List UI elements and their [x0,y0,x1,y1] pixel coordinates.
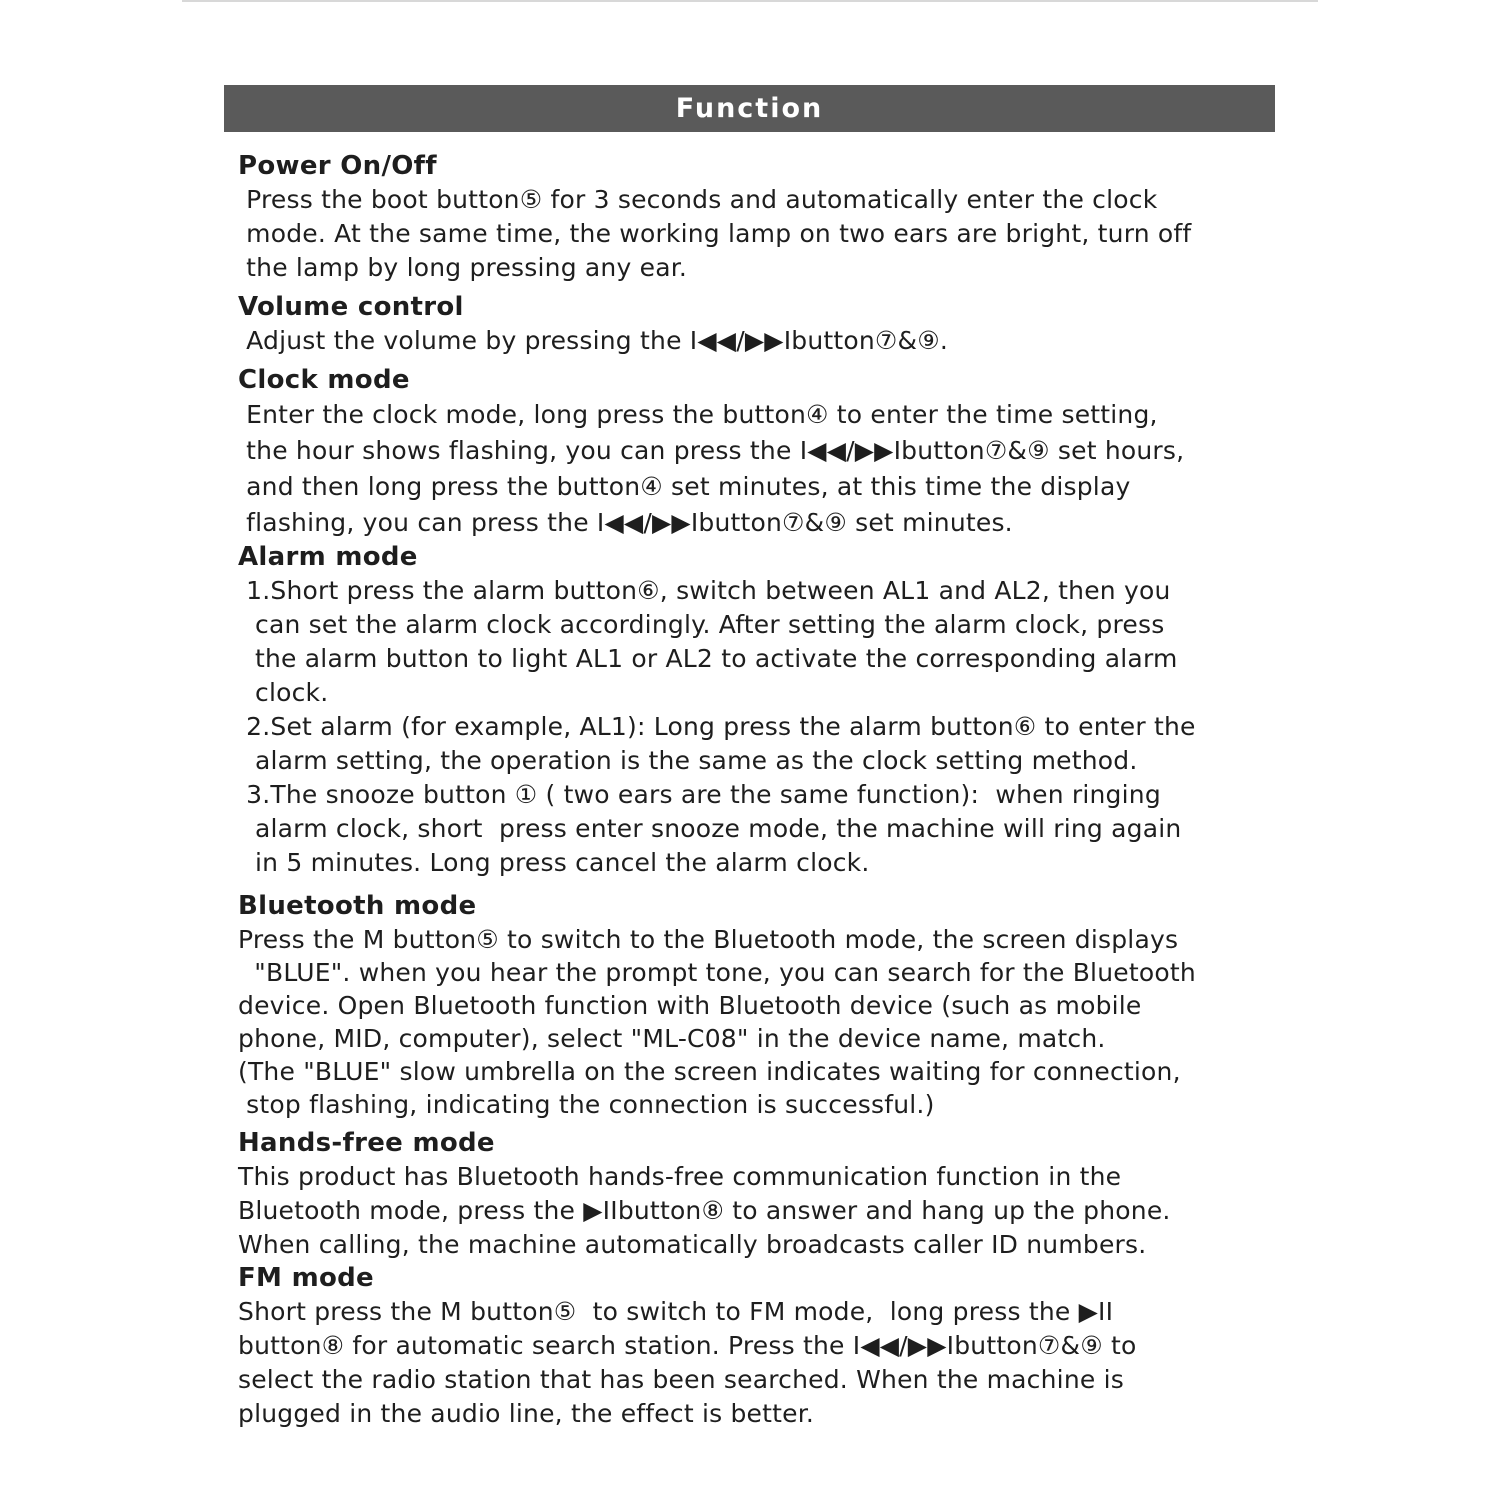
section-power [238,150,1290,285]
section-body-power [238,183,1290,285]
text-line: mode. At the same time, the working lamp on two ears are bright, turn off [238,219,1192,248]
text-line: select the radio station that has been searched. When the machine is [238,1365,1124,1394]
text-line: button⑧ for automatic search station. Press the I◀◀/▶▶Ibutton⑦&⑨ to [238,1331,1137,1360]
text-line: 1.Short press the alarm button⑥, switch between AL1 and AL2, then you [238,576,1171,605]
top-divider [182,0,1318,2]
section-body-bluetooth [238,923,1290,1121]
text-line: When calling, the machine automatically broadcasts caller ID numbers. [238,1230,1147,1259]
list-item [238,574,1290,710]
text-line: "BLUE". when you hear the prompt tone, you can search for the Bluetooth [238,958,1196,987]
text-line: alarm setting, the operation is the same as the clock setting method. [255,746,1138,775]
section-alarm [238,541,1290,880]
text-line: Bluetooth mode, press the ▶IIbutton⑧ to answer and hang up the phone. [238,1196,1171,1225]
section-bluetooth [238,890,1290,1121]
page-title: Function [675,93,824,124]
text-line: Adjust the volume by pressing the I◀◀/▶▶Ibutton⑦&⑨. [238,326,948,355]
section-body-clock [238,397,1290,541]
text-line: flashing, you can press the I◀◀/▶▶Ibutton⑦&⑨ set minutes. [238,508,1013,537]
section-title-fm: FM mode [238,1263,374,1293]
text-line: the alarm button to light AL1 or AL2 to activate the corresponding alarm [255,644,1178,673]
text-line: 3.The snooze button ① ( two ears are the same function): when ringing [238,780,1161,809]
text-line: Enter the clock mode, long press the button④ to enter the time setting, [238,400,1158,429]
list-item [238,778,1290,880]
list-item [238,710,1290,778]
section-volume [238,291,1290,358]
section-clock [238,364,1290,541]
text-line: Press the M button⑤ to switch to the Bluetooth mode, the screen displays [238,925,1179,954]
text-line: in 5 minutes. Long press cancel the alarm clock. [255,848,870,877]
text-line: Press the boot button⑤ for 3 seconds and automatically enter the clock [238,185,1158,214]
text-line: This product has Bluetooth hands-free communication function in the [238,1162,1122,1191]
text-line: Short press the M button⑤ to switch to FM mode, long press the ▶II [238,1297,1114,1326]
section-title-volume: Volume control [238,292,464,322]
text-line: can set the alarm clock accordingly. After setting the alarm clock, press [255,610,1165,639]
text-line: plugged in the audio line, the effect is better. [238,1399,815,1428]
section-fm [238,1262,1290,1431]
section-body-fm [238,1295,1290,1431]
text-line: stop flashing, indicating the connection is successful.) [238,1090,935,1119]
section-body-handsfree [238,1160,1290,1262]
section-title-power: Power On/Off [238,151,437,181]
text-line: clock. [255,678,329,707]
text-line: phone, MID, computer), select "ML-C08" in the device name, match. [238,1024,1106,1053]
text-line: the lamp by long pressing any ear. [238,253,688,282]
section-title-handsfree: Hands-free mode [238,1128,495,1158]
section-title-bluetooth: Bluetooth mode [238,891,477,921]
section-handsfree [238,1127,1290,1262]
section-title-clock: Clock mode [238,365,410,395]
manual-content [238,150,1290,1431]
section-body-volume [238,324,1290,358]
text-line: the hour shows flashing, you can press the I◀◀/▶▶Ibutton⑦&⑨ set hours, [238,436,1185,465]
section-title-alarm: Alarm mode [238,542,418,572]
text-line: (The "BLUE" slow umbrella on the screen indicates waiting for connection, [238,1057,1181,1086]
text-line: 2.Set alarm (for example, AL1): Long press the alarm button⑥ to enter the [238,712,1196,741]
text-line: device. Open Bluetooth function with Bluetooth device (such as mobile [238,991,1142,1020]
text-line: alarm clock, short press enter snooze mode, the machine will ring again [255,814,1182,843]
section-header-bar [224,85,1275,132]
text-line: and then long press the button④ set minutes, at this time the display [238,472,1131,501]
